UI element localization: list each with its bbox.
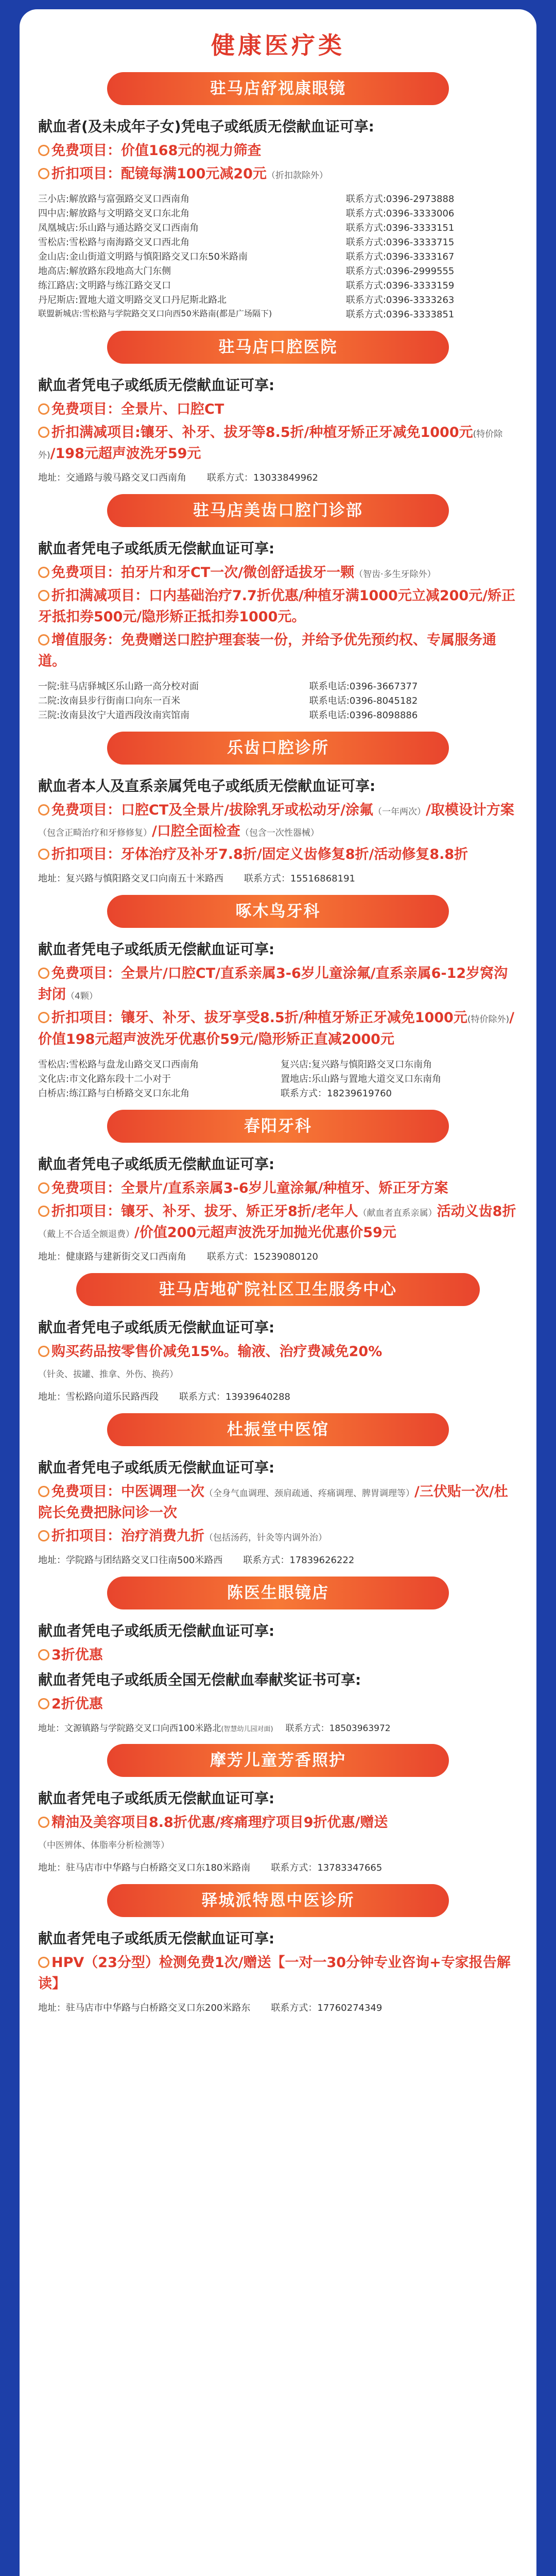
provider-card-zhuomuniao: [35, 895, 521, 1099]
bullet-icon: [38, 1206, 49, 1217]
free-service-item: HPV（23分型）检测免费1次/赠送【一对一30分钟专业咨询+专家报告解读】: [38, 1954, 511, 1992]
free-service-item: 免费项目：中医调理一次（全身气血调理、颈肩疏通、疼痛调理、脾胃调理等）/三伏贴一次/杜院长免费把脉问诊一次: [38, 1483, 508, 1521]
bullet-icon: [38, 1649, 49, 1660]
provider-name-banner: 陈医生眼镜店: [107, 1577, 449, 1609]
address-line: 地址：驻马店市中华路与白桥路交叉口东180米路南 联系方式：13783347665: [38, 1862, 383, 1873]
address-line: 地址：雪松路向道乐民路西段 联系方式：13939640288: [38, 1391, 290, 1402]
bullet-icon: [38, 145, 49, 156]
discount-item-award: 2折优惠: [38, 1693, 518, 1715]
provider-name-banner: 啄木鸟牙科: [107, 895, 449, 928]
discount-item: 折扣项目：配镜每满100元减20元（折扣款除外）: [38, 163, 518, 184]
provider-card-dikuang: [35, 1273, 521, 1403]
bullet-icon: [38, 634, 49, 646]
bullet-icon: [38, 1817, 49, 1828]
provider-card-meichi: [35, 494, 521, 721]
discount-item: 精油及美容项目8.8折优惠/疼痛理疗项目9折优惠/赠送（中医辨体、体脂率分析检测等）: [38, 1814, 388, 1851]
provider-card-oral-hospital: [35, 331, 521, 484]
eligibility-text-award: 献血者凭电子或纸质全国无偿献血奉献奖证书可享:: [38, 1671, 361, 1688]
discount-item: 折扣项目：镶牙、补牙、拔牙、矫正牙8折/老年人（献血者直系亲属）活动义齿8折（戴上不合适全额退费）/价值200元超声波洗牙加抛光优惠价59元: [38, 1203, 516, 1241]
eligibility-text: 献血者凭电子或纸质无偿献血证可享:: [38, 1622, 275, 1639]
discount-item: 折扣项目：牙体治疗及补牙7.8折/固定义齿修复8折/活动修复8.8折: [38, 844, 518, 865]
eligibility-text: 献血者凭电子或纸质无偿献血证可享:: [38, 1929, 275, 1947]
free-service-item: 免费项目：价值168元的视力筛查: [38, 140, 518, 161]
address-line: 地址：交通路与骏马路交叉口西南角 联系方式：13033849962: [38, 472, 318, 484]
provider-card-mofang: [35, 1744, 521, 1874]
provider-card-chen-optical: [35, 1577, 521, 1734]
page-title: 健康医疗类: [211, 31, 345, 59]
bullet-icon: [38, 1182, 49, 1194]
provider-name-banner: 驻马店美齿口腔门诊部: [107, 494, 449, 527]
provider-card-chunyang: [35, 1110, 521, 1263]
discount-item: 购买药品按零售价减免15%。输液、治疗费减免20%（针灸、拔罐、推拿、外伤、换药）: [38, 1343, 383, 1380]
bullet-icon: [38, 968, 49, 979]
free-service-item: 免费项目：拍牙片和牙CT一次/微创舒适拔牙一颗（智齿·多生牙除外）: [38, 562, 518, 583]
bullet-icon: [38, 427, 49, 438]
bullet-icon: [38, 590, 49, 601]
provider-name-banner: 乐齿口腔诊所: [107, 732, 449, 765]
eligibility-text: 献血者凭电子或纸质无偿献血证可享:: [38, 377, 275, 394]
discount-item: 折扣满减项目:镶牙、补牙、拔牙等8.5折/种植牙矫正牙减免1000元(特价除外)/198元超声波洗牙59元: [38, 425, 503, 462]
bullet-icon: [38, 804, 49, 816]
bullet-icon: [38, 1012, 49, 1023]
eligibility-text: 献血者凭电子或纸质无偿献血证可享:: [38, 1318, 275, 1336]
value-added-item: 增值服务：免费赠送口腔护理套装一份，并给予优先预约权、专属服务通道。: [38, 632, 496, 670]
discount-item: 折扣项目：治疗消费九折（包括汤药，针灸等内调外治）: [38, 1526, 518, 1547]
bullet-icon: [38, 1698, 49, 1709]
address-line: 地址：文源镇路与学院路交叉口向西100米路北(智慧幼儿园对面) 联系方式：18503963972: [38, 1723, 391, 1734]
provider-name-banner: 驿城派特恩中医诊所: [107, 1884, 449, 1917]
eligibility-text: 献血者凭电子或纸质无偿献血证可享:: [38, 941, 275, 958]
discount-item: 折扣满减项目：口内基础治疗7.7折优惠/种植牙满1000元立减200元/矫正牙抵扣券500元/隐形矫正抵扣券1000元。: [38, 588, 516, 625]
address-line: 地址：驻马店市中华路与白桥路交叉口东200米路东 联系方式：17760274349: [38, 2002, 383, 2013]
bullet-icon: [38, 403, 49, 415]
store-list: 一院:驻马店驿城区乐山路一高分校对面 联系电话:0396-3667377 二院:汝南县步行街南口向东一百米 联系电话:0396-8045182 三院:汝南县汝宁大道西段汝南宾馆南 联系电话:0396-8098886: [38, 681, 418, 721]
provider-name-banner: 摩芳儿童芳香照护: [107, 1744, 449, 1777]
bullet-icon: [38, 1486, 49, 1497]
address-line: 地址：健康路与建新街交叉口西南角 联系方式：15239080120: [38, 1251, 318, 1262]
provider-card-lechi: [35, 732, 521, 885]
address-line: 地址：复兴路与慎阳路交叉口向南五十米路西 联系方式：15516868191: [38, 873, 355, 885]
eligibility-text: 献血者凭电子或纸质无偿献血证可享:: [38, 1459, 275, 1476]
provider-card-shushikang: [35, 72, 521, 320]
eligibility-text: 献血者凭电子或纸质无偿献血证可享:: [38, 540, 275, 557]
discount-item: 折扣项目：镶牙、补牙、拔牙享受8.5折/种植牙矫正牙减免1000元(特价除外)/价值198元超声波洗牙优惠价59元/隐形矫正直减2000元: [38, 1010, 514, 1047]
free-service-item: 免费项目：全景片、口腔CT: [38, 399, 518, 420]
provider-card-duzhentang: [35, 1413, 521, 1566]
free-service-item: 免费项目：口腔CT及全景片/拔除乳牙或松动牙/涂氟（一年两次）/取模设计方案（包含正畸治疗和牙修修复）/口腔全面检查（包含一次性器械）: [38, 802, 514, 840]
free-service-item: 免费项目：全景片/口腔CT/直系亲属3-6岁儿童涂氟/直系亲属6-12岁窝沟封闭（4颗）: [38, 965, 508, 1003]
eligibility-text: 献血者(及未成年子女)凭电子或纸质无偿献血证可享:: [38, 118, 374, 135]
provider-name-banner: 杜振堂中医馆: [107, 1413, 449, 1446]
provider-name-banner: 驻马店口腔医院: [107, 331, 449, 364]
provider-name-banner: 春阳牙科: [107, 1110, 449, 1143]
eligibility-text: 献血者凭电子或纸质无偿献血证可享:: [38, 1789, 275, 1807]
eligibility-text: 献血者本人及直系亲属凭电子或纸质无偿献血证可享:: [38, 777, 376, 795]
bullet-icon: [38, 849, 49, 860]
bullet-icon: [38, 1530, 49, 1541]
store-list: 雪松店:雪松路与盘龙山路交叉口西南角 复兴店:复兴路与慎阳路交叉口东南角 文化店:市文化路东段十二小对于 置地店:乐山路与置地大道交叉口东南角 白桥店:练江路与白桥路交叉口东北角 联系方式：18239619760: [38, 1059, 442, 1099]
discount-item: 3折优惠: [38, 1645, 518, 1666]
content-panel: [20, 9, 536, 2576]
provider-name-banner: 驻马店地矿院社区卫生服务中心: [76, 1273, 480, 1306]
bullet-icon: [38, 168, 49, 179]
provider-card-paiteen: [35, 1884, 521, 2014]
bullet-icon: [38, 1346, 49, 1357]
store-list: 三小店:解放路与富强路交叉口西南角 联系方式:0396-2973888 四中店:解放路与文明路交叉口东北角 联系方式:0396-3333006 凤凰城店:乐山路与通达路交叉口西南角 联系方式:0396-3333151 雪松店:雪松路与南海路交叉口西北角 联系方式:0396-3333715 金山店:金山街道文明路与慎阳路交叉口东50米路南 联系方式:0396-3333167 地高店:解放路东段地高大门东侧 联系方式:0396-2999555 练江路店:文明路与练江路交叉口 联系方式:0396-3333159 丹尼斯店:置地大道文明路交叉口丹尼斯北路北 联系方式:0396-3333263 联盟新城店:雪松路与学院路交叉口向西50米路南(都是广场隔下) 联系方式:0396-3333851: [38, 194, 455, 320]
free-service-item: 免费项目：全景片/直系亲属3-6岁儿童涂氟/种植牙、矫正牙方案: [38, 1178, 518, 1199]
address-line: 地址：学院路与团结路交叉口往南500米路西 联系方式：17839626222: [38, 1554, 355, 1566]
bullet-icon: [38, 1957, 49, 1968]
provider-name-banner: 驻马店舒视康眼镜: [107, 72, 449, 105]
eligibility-text: 献血者凭电子或纸质无偿献血证可享:: [38, 1155, 275, 1173]
bullet-icon: [38, 567, 49, 578]
